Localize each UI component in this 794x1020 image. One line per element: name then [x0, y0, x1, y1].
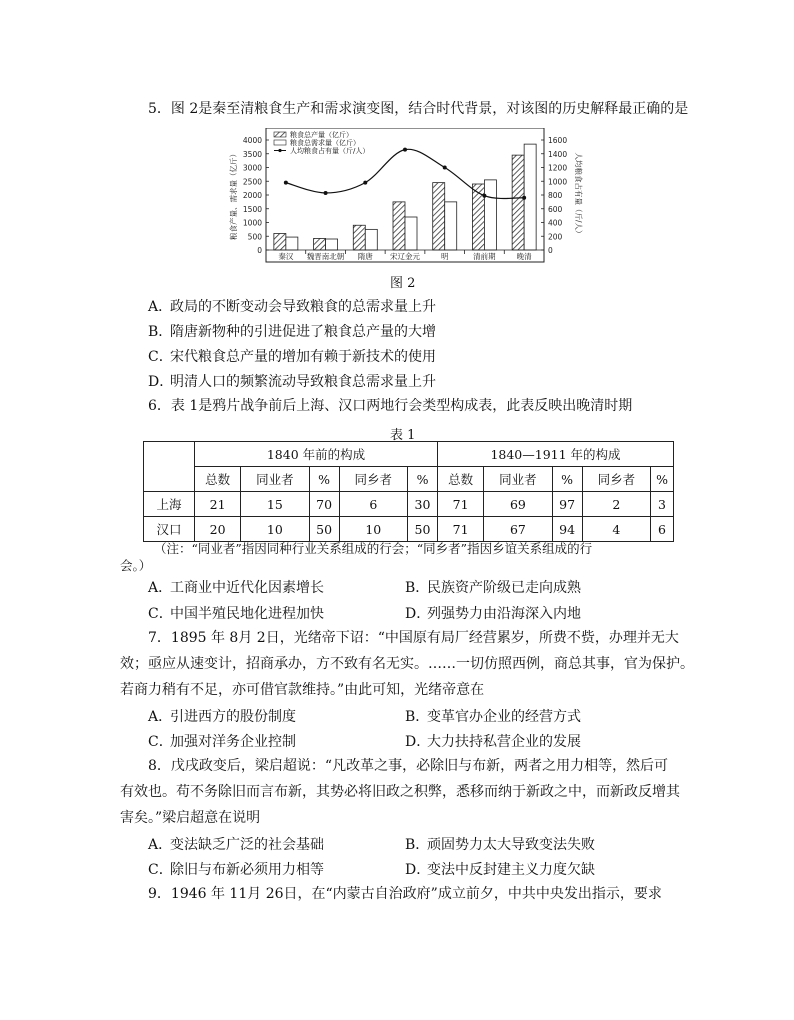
option-key: A．	[148, 709, 173, 725]
question-5-stem: 5．图 2是秦至清粮食生产和需求演变图，结合时代背景，对该图的历史解释最正确的是	[148, 101, 689, 117]
table-cell: 20	[195, 517, 241, 542]
option-key: A．	[148, 837, 173, 853]
legend-swatch-point	[278, 149, 281, 152]
question-6-stem: 6．表 1是鸦片战争前后上海、汉口两地行会类型构成表，此表反映出晚清时期	[148, 398, 633, 414]
option-text: 除旧与布新必须用力相等	[170, 862, 324, 878]
y-left-tick-label: 2000	[242, 191, 262, 200]
table-group-header: 1840—1911 年的构成	[438, 442, 674, 467]
option-text: 列强势力由沿海深入内地	[427, 606, 581, 622]
legend-label: 人均粮食占有量（斤/人）	[290, 147, 370, 155]
q5-option-a[interactable]	[148, 296, 436, 316]
y-left-tick-label: 1500	[242, 204, 262, 214]
per-capita-point	[443, 166, 447, 170]
question-7-line-1: 7．1895 年 8月 2日，光绪帝下诏：“中国原有局厂经营累岁，所费不赀，办理并无大	[148, 630, 679, 646]
figure-2-caption: 图 2	[390, 276, 416, 291]
bar-production	[274, 234, 286, 251]
table-cell: 50	[407, 517, 437, 542]
y-right-tick-label: 1200	[548, 163, 568, 173]
y-right-tick-label: 400	[548, 218, 563, 228]
table-cell: 97	[552, 492, 582, 517]
option-key: D．	[405, 606, 431, 622]
q5-option-b[interactable]	[148, 321, 436, 341]
x-category-label: 宋辽金元	[390, 252, 420, 261]
y-right-tick-label: 0	[548, 246, 553, 255]
question-8-line-2: 有效也。苟不务除旧而言布新，其势必将旧政之积弊，悉移而纳于新政之中，而新政反增其	[120, 784, 680, 800]
option-text: 明清人口的频繁流动导致粮食总需求量上升	[170, 374, 436, 390]
table-cell: 71	[438, 492, 484, 517]
per-capita-point	[284, 181, 288, 185]
option-text: 中国半殖民地化进程加快	[170, 606, 324, 622]
option-key: B．	[148, 324, 173, 340]
question-8-line-1: 8．戊戌政变后，梁启超说：“凡改革之事，必除旧与布新，两者之用力相等，然后可	[148, 758, 669, 774]
option-text: 工商业中近代化因素增长	[170, 580, 324, 596]
x-category-label: 秦汉	[278, 252, 294, 261]
bar-production	[393, 202, 405, 250]
legend-label: 粮食总需求量（亿斤）	[290, 139, 360, 147]
table-cell: 50	[309, 517, 339, 542]
option-key: C．	[148, 606, 173, 622]
option-key: C．	[148, 349, 173, 365]
q8-option-d[interactable]	[405, 859, 595, 879]
q7-option-a[interactable]	[148, 706, 296, 726]
table-cell: 6	[651, 517, 674, 542]
y-right-tick-label: 600	[548, 204, 563, 214]
option-key: B．	[405, 837, 430, 853]
bar-demand	[326, 239, 338, 250]
q7-option-d[interactable]	[405, 731, 581, 751]
bar-production	[353, 225, 365, 250]
y-right-tick-label: 1400	[548, 149, 568, 159]
table-corner-cell	[144, 442, 195, 492]
y-left-tick-label: 3500	[242, 149, 262, 159]
table-header-cell: 同业者	[484, 467, 552, 492]
y-left-axis-label: 粮食产量、需求量（亿斤）	[229, 150, 238, 240]
q6-option-a[interactable]	[148, 577, 324, 597]
table-cell: 4	[582, 517, 650, 542]
table-header-cell: 总数	[195, 467, 241, 492]
per-capita-point	[403, 148, 407, 152]
per-capita-point	[363, 181, 367, 185]
bar-production	[512, 155, 524, 250]
table-header-cell: 同乡者	[339, 467, 407, 492]
table-note	[120, 540, 680, 574]
table-cell: 10	[241, 517, 309, 542]
bar-demand	[445, 202, 457, 250]
y-right-tick-label: 1000	[548, 177, 568, 187]
y-left-tick-label: 3000	[242, 163, 262, 173]
y-right-tick-label: 1600	[548, 136, 568, 145]
table-header-cell: %	[651, 467, 674, 492]
table-group-header: 1840 年前的构成	[195, 442, 438, 467]
table-cell: 21	[195, 492, 241, 517]
legend-swatch-production	[274, 132, 286, 137]
x-category-label: 明	[440, 252, 449, 261]
bar-production	[472, 184, 484, 250]
q5-option-c[interactable]	[148, 346, 436, 366]
x-category-label: 清前期	[473, 252, 496, 261]
table-cell: 10	[339, 517, 407, 542]
table-group-header-row	[144, 442, 674, 467]
table-header-cell: %	[552, 467, 582, 492]
option-text: 引进西方的股份制度	[170, 709, 296, 725]
y-right-tick-label: 800	[548, 191, 563, 200]
x-category-label: 晚清	[516, 252, 532, 261]
note-line-2: 会。）	[120, 558, 152, 573]
table-header-cell: %	[407, 467, 437, 492]
option-text: 变革官办企业的经营方式	[427, 709, 581, 725]
q6-option-c[interactable]	[148, 603, 324, 623]
table-cell: 70	[309, 492, 339, 517]
bar-demand	[286, 237, 298, 250]
q7-option-b[interactable]	[405, 706, 581, 726]
table-cell: 15	[241, 492, 309, 517]
table-cell: 94	[552, 517, 582, 542]
option-key: D．	[405, 734, 431, 750]
q7-option-c[interactable]	[148, 731, 296, 751]
y-left-tick-label: 0	[257, 246, 262, 255]
bar-demand	[365, 229, 377, 250]
q6-option-b[interactable]	[405, 577, 581, 597]
option-key: D．	[405, 862, 431, 878]
table-1-caption: 表 1	[390, 428, 416, 443]
table-row	[144, 517, 674, 542]
option-key: A．	[148, 580, 173, 596]
per-capita-point	[324, 191, 328, 195]
option-key: B．	[405, 580, 430, 596]
per-capita-point	[482, 194, 486, 198]
table-cell: 67	[484, 517, 552, 542]
option-text: 宋代粮食总产量的增加有赖于新技术的使用	[170, 349, 436, 365]
bar-demand	[484, 180, 496, 250]
row-city: 汉口	[144, 517, 195, 542]
row-city: 上海	[144, 492, 195, 517]
legend-swatch-demand	[274, 140, 286, 145]
table-sub-header-row	[144, 467, 674, 492]
question-7-line-3: 若商力稍有不足，亦可借官款维持。”由此可知，光绪帝意在	[120, 682, 485, 698]
bar-production	[433, 183, 445, 250]
option-text: 民族资产阶级已走向成熟	[427, 580, 581, 596]
guild-table	[143, 441, 674, 542]
option-key: A．	[148, 299, 173, 315]
q8-option-c[interactable]	[148, 859, 324, 879]
table-cell: 6	[339, 492, 407, 517]
table-header-cell: 总数	[438, 467, 484, 492]
bar-demand	[405, 217, 417, 250]
option-text: 变法中反封建主义力度欠缺	[427, 862, 595, 878]
table-header-cell: %	[309, 467, 339, 492]
table-cell: 71	[438, 517, 484, 542]
q5-option-d[interactable]	[148, 371, 436, 391]
table-cell: 69	[484, 492, 552, 517]
option-key: C．	[148, 734, 173, 750]
per-capita-point	[522, 196, 526, 200]
option-key: C．	[148, 862, 173, 878]
q8-option-a[interactable]	[148, 834, 324, 854]
y-left-tick-label: 2500	[242, 177, 262, 187]
y-right-axis-label: 人均粮食占有量（斤/人）	[574, 152, 583, 238]
bar-production	[314, 238, 326, 250]
option-text: 顽固势力太大导致变法失败	[427, 837, 595, 853]
q6-option-d[interactable]	[405, 603, 581, 623]
note-line-1: （注：“同业者”指因同种行业关系组成的行会；“同乡者”指因乡谊关系组成的行	[154, 541, 593, 556]
y-left-tick-label: 500	[247, 232, 262, 242]
table-cell: 30	[407, 492, 437, 517]
question-9-line-1: 9．1946 年 11月 26日，在“内蒙古自治政府”成立前夕，中共中央发出指示，要求	[148, 886, 662, 902]
table-cell: 3	[651, 492, 674, 517]
legend-label: 粮食总产量（亿斤）	[290, 131, 353, 139]
option-text: 变法缺乏广泛的社会基础	[170, 837, 324, 853]
option-text: 加强对洋务企业控制	[170, 734, 296, 750]
y-left-tick-label: 1000	[242, 218, 262, 228]
x-category-label: 隋唐	[357, 252, 373, 261]
x-category-label: 魏晋南北朝	[306, 252, 345, 261]
table-header-cell: 同业者	[241, 467, 309, 492]
q8-option-b[interactable]	[405, 834, 595, 854]
y-right-tick-label: 200	[548, 232, 563, 242]
table-row	[144, 492, 674, 517]
question-8-line-3: 害矣。”梁启超意在说明	[120, 810, 261, 826]
y-left-tick-label: 4000	[242, 136, 262, 145]
option-key: D．	[148, 374, 174, 390]
question-7-line-2: 效；亟应从速变计，招商承办，方不致有名无实。……一切仿照西例，商总其事，官为保护。	[120, 656, 694, 672]
table-header-cell: 同乡者	[582, 467, 650, 492]
option-text: 大力扶持私营企业的发展	[427, 734, 581, 750]
table-cell: 2	[582, 492, 650, 517]
option-text: 隋唐新物种的引进促进了粮食总产量的大增	[170, 324, 436, 340]
option-text: 政局的不断变动会导致粮食的总需求量上升	[170, 299, 436, 315]
option-key: B．	[405, 709, 430, 725]
